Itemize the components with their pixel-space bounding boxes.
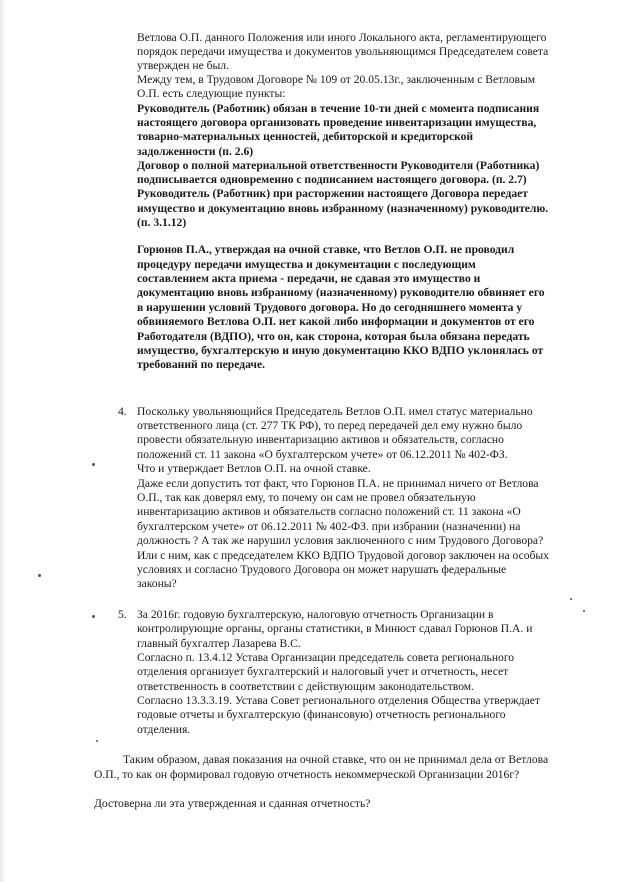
block3-line-1: Горюнов П.А., утверждая на очной ставке, что Ветлов О.П. не проводил [137,243,515,256]
scan-dot [96,740,98,742]
item4-line-11: Или с ним, как с председателем ККО ВДПО Трудовой договор заключен на особых [137,549,550,562]
scan-dot [92,615,95,618]
item4-line-3: провести обязательную инвентаризацию активов и обязательств, согласно [137,433,504,446]
block3-line-3: составлением акта приема - передачи, не сдавая это имущество и [137,272,481,285]
block3-line-6: обвиняемого Ветлова О.П. нет какой либо информации и документов от его [137,315,535,328]
item4-line-5: Что и утверждает Ветлов О.П. на очной ставке. [137,462,371,475]
item5-line-6: ответственность в соответствии с действующим законодательством. [137,680,474,693]
item4-line-9: бухгалтерском учете» от 06.12.2011 № 402-ФЗ. при избрании (назначении) на [137,520,521,533]
item4-line-2: ответственного лица (ст. 277 ТК РФ), то перед передачей дел ему нужно было [137,419,523,432]
item4-line-4: положений ст. 11 закона «О бухгалтерском учете» от 06.12.2011 № 402-ФЗ. [137,448,508,461]
item5-line-9: отделения. [137,723,191,736]
block3-line-9: требований по передаче. [137,358,266,371]
scan-dot [583,610,585,612]
block3-line-5: в нарушении условий Трудового договора. Но до сегодняшнего момента у [137,301,523,314]
block3-line-8: имущество, бухгалтерскую и иную документацию ККО ВДПО уклонялась от [137,344,544,357]
block2-line-4: задолженности (п. 2.6) [137,145,254,158]
block2-line-6: подписывается одновременно с подписанием настоящего договора. (п. 2.7) [137,173,527,186]
conclusion-line-2: О.П., то как он формировал годовую отчетность некоммерческой Организации 2016г? [94,768,520,781]
block2-line-9: (п. 3.1.12) [137,216,187,229]
conclusion-line-1: Таким образом, давая показания на очной ставке, что он не принимал дела от Ветлова [123,753,549,766]
scan-dot [92,463,95,466]
block1-line-4: Между тем, в Трудовом Договоре № 109 от 20.05.13г., заключенным с Ветловым [137,73,536,86]
scan-dot [570,598,572,600]
item5-line-1: За 2016г. годовую бухгалтерскую, налоговую отчетность Организации в [137,608,494,621]
scan-edge-shadow [0,0,6,882]
item4-line-8: инвентаризацию активов и обязательств согласно положений ст. 11 закона «О [137,505,521,518]
scan-dot [38,574,41,577]
item5-line-7: Согласно 13.3.3.19. Устава Совет регионального отделения Общества утверждает [137,694,540,707]
block2-line-3: товарно-материальных ценностей, дебиторской и кредиторской [137,130,474,143]
item4-line-7: О.П., так как доверял ему, то почему он сам не провел обязательную [137,491,476,504]
item5-line-5: отделения организует бухгалтерский и налоговый учет и отчетность, несет [137,665,509,678]
block1-line-1: Ветлова О.П. данного Положения или иного Локального акта, регламентирующего [137,31,547,44]
block2-line-2: настоящего договора организовать проведение инвентаризации имущества, [137,116,537,129]
block2-line-1: Руководитель (Работник) обязан в течение 10-ти дней с момента подписания [137,102,540,115]
block2-line-7: Руководитель (Работник) при расторжении настоящего Договора передает [137,187,528,200]
item4-line-12: условиях и согласно Трудового Договора он может нарушать федеральные [137,563,507,576]
block3-line-4: документацию вновь избранному (назначенному) руководителю обвиняет его [137,286,545,299]
block2-line-5: Договор о полной материальной ответственности Руководителя (Работника) [137,159,540,172]
block2-line-8: имущество и документацию вновь избранному (назначенному) руководителю. [137,202,549,215]
item5-number: 5. [118,608,127,621]
final-question: Достоверна ли эта утвержденная и сданная отчетность? [94,797,371,810]
block1-line-2: порядок передачи имущества и документов увольняющимся Председателем совета [137,45,549,58]
item5-line-2: контролирующие органы, органы статистики, в Минюст сдавал Горюнов П.А. и [137,622,533,635]
block3-line-7: Работодателя (ВДПО), что он, как сторона, которая была обязана передать [137,330,530,343]
block1-line-3: утвержден не был. [137,59,229,72]
block3-line-2: процедуру передачи имущества и документации с последующим [137,258,476,271]
item4-line-6: Даже если допустить тот факт, что Горюнов П.А. не принимал ничего от Ветлова [137,477,539,490]
item5-line-4: Согласно п. 13.4.12 Устава Организации председатель совета регионального [137,651,515,664]
item5-line-3: главный бухгалтер Лазарева В.С. [137,637,301,650]
item4-line-1: Поскольку увольняющийся Председатель Ветлов О.П. имел статус материально [137,405,533,418]
item5-line-8: годовые отчеты и бухгалтерскую (финансовую) отчетность регионального [137,708,506,721]
item4-line-13: законы? [137,577,177,590]
block1-line-5: О.П. есть следующие пункты: [137,87,286,100]
item4-number: 4. [118,405,127,418]
item4-line-10: должность ? А так же нарушил условия заключенного с ним Трудового Договора? [137,534,544,547]
